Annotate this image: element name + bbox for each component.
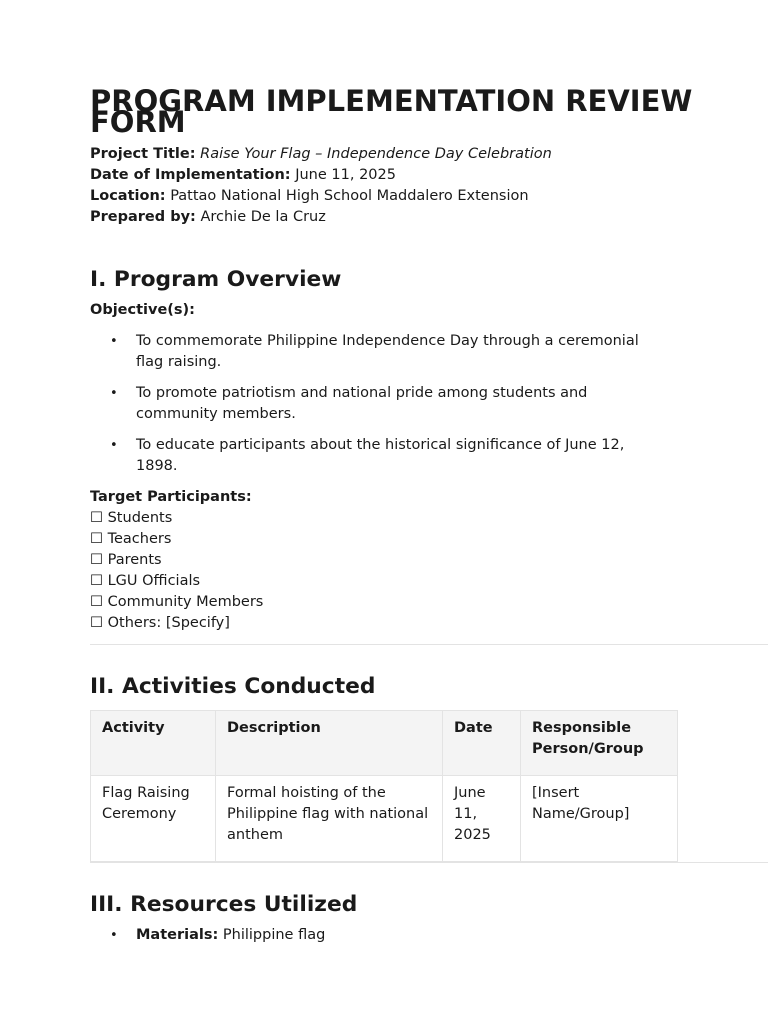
objectives-label: Objective(s): xyxy=(90,302,195,318)
checkbox-teachers[interactable]: ☐ Teachers xyxy=(90,531,172,547)
cell-activity: Flag Raising Ceremony xyxy=(91,776,216,862)
project-title-label: Project Title: xyxy=(90,146,196,162)
date-line xyxy=(90,165,768,186)
prepared-by-value: Archie De la Cruz xyxy=(200,209,326,225)
resource-label: Materials: xyxy=(136,927,219,943)
project-meta xyxy=(90,144,768,228)
objective-text: To promote patriotism and national pride among students and community members. xyxy=(136,385,588,422)
column-header-responsible: Responsible Person/Group xyxy=(521,711,678,776)
resource-value: Philippine flag xyxy=(222,927,326,943)
checkbox-students[interactable]: ☐ Students xyxy=(90,510,173,526)
project-title-line xyxy=(90,144,768,165)
cell-description: Formal hoisting of the Philippine flag with national anthem xyxy=(216,776,443,862)
objective-text: To commemorate Philippine Independence Day through a ceremonial flag raising. xyxy=(136,333,639,370)
cell-responsible: [Insert Name/Group] xyxy=(521,776,678,862)
list-item xyxy=(90,925,768,946)
checkbox-lgu-officials[interactable]: ☐ LGU Officials xyxy=(90,573,201,589)
section-heading-activities: II. Activities Conducted xyxy=(90,674,376,699)
column-header-description: Description xyxy=(216,711,443,776)
checkbox-others[interactable]: ☐ Others: [Specify] xyxy=(90,615,230,631)
cell-date: June 11, 2025 xyxy=(443,776,521,862)
target-participants-list xyxy=(90,508,768,634)
checkbox-parents[interactable]: ☐ Parents xyxy=(90,552,162,568)
project-title-value: Raise Your Flag – Independence Day Celebration xyxy=(200,146,552,162)
resources-list xyxy=(90,925,768,946)
section-heading-resources: III. Resources Utilized xyxy=(90,892,358,917)
target-participants-label: Target Participants: xyxy=(90,489,252,505)
date-label: Date of Implementation: xyxy=(90,167,291,183)
location-line xyxy=(90,186,768,207)
location-label: Location: xyxy=(90,188,166,204)
column-header-date: Date xyxy=(443,711,521,776)
prepared-by-label: Prepared by: xyxy=(90,209,196,225)
list-item xyxy=(90,383,668,425)
activities-table xyxy=(90,710,678,862)
section-divider xyxy=(90,644,768,645)
document-page xyxy=(90,84,768,946)
checkbox-community-members[interactable]: ☐ Community Members xyxy=(90,594,264,610)
bullet-icon: • xyxy=(110,386,118,401)
column-header-activity: Activity xyxy=(91,711,216,776)
objectives-list xyxy=(90,331,768,477)
section-divider xyxy=(90,862,768,863)
objective-text: To educate participants about the historical significance of June 12, 1898. xyxy=(136,437,625,474)
prepared-by-line xyxy=(90,207,768,228)
date-value: June 11, 2025 xyxy=(295,167,396,183)
list-item xyxy=(90,331,668,373)
section-heading-overview: I. Program Overview xyxy=(90,267,342,292)
form-title: PROGRAM IMPLEMENTATION REVIEW FORM xyxy=(90,84,693,139)
table-row xyxy=(91,776,678,862)
bullet-icon: • xyxy=(110,438,118,453)
bullet-icon: • xyxy=(110,334,118,349)
table-header-row xyxy=(91,711,678,776)
bullet-icon: • xyxy=(110,928,118,943)
list-item xyxy=(90,435,668,477)
location-value: Pattao National High School Maddalero Extension xyxy=(170,188,529,204)
